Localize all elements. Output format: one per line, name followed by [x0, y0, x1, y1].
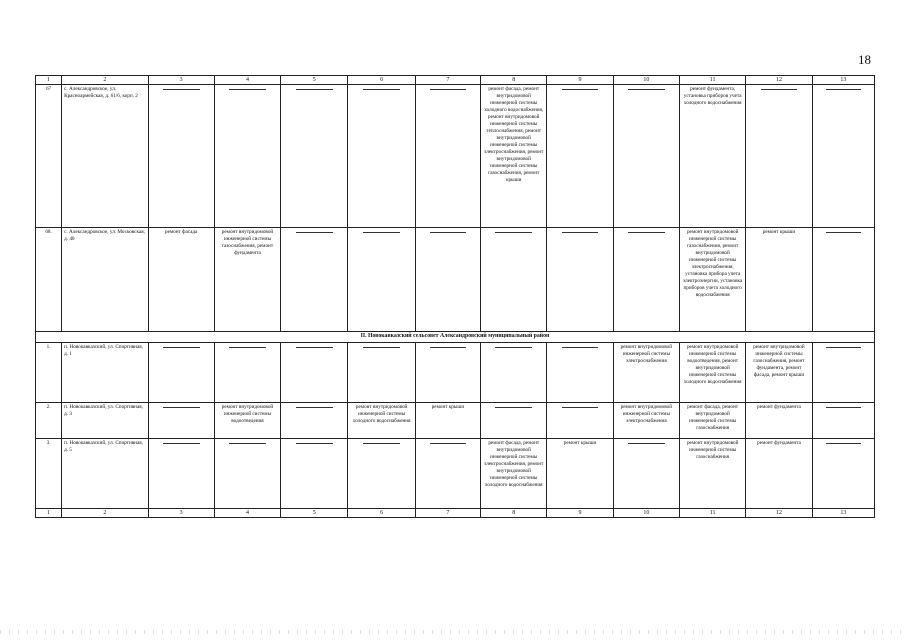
row-number-cell [36, 438, 62, 508]
work-type-cell [481, 85, 547, 228]
column-number-cell: 12 [746, 508, 812, 517]
cell-text: 1. [46, 343, 51, 350]
cell-text: п. Новокавказский, ул. Спортивная, д. 5 [64, 439, 143, 453]
empty-dash-mark [163, 443, 200, 444]
column-number-cell: 8 [481, 508, 547, 517]
empty-dash-mark [562, 407, 599, 408]
work-type-cell [214, 228, 280, 332]
empty-dash-mark [761, 89, 798, 90]
empty-dash-mark [296, 89, 333, 90]
work-type-cell [281, 402, 348, 438]
empty-dash-mark [826, 89, 860, 90]
work-type-cell [613, 402, 679, 438]
column-number-cell: 1 [36, 76, 62, 85]
cell-text: ремонт фасада, ремонт внутридомовой инженерной системы холодного водоснабжения, ремонт внутридомовой инженерной системы теплоснабжения, ремонт внутридомовой инженерной системы электроснабжения, ремонт внутридомовой инженерной системы газоснабжения, ремонт крыши [484, 86, 544, 184]
column-number-cell: 12 [746, 76, 812, 85]
work-type-cell [613, 228, 679, 332]
cell-text: п. Новокавказский, ул. Спортивная, д. 1 [64, 343, 143, 357]
work-type-cell [415, 228, 480, 332]
address-cell [62, 85, 148, 228]
work-type-cell [214, 85, 280, 228]
page-number: 18 [858, 52, 871, 67]
work-type-cell [148, 438, 214, 508]
work-type-cell [415, 342, 480, 402]
empty-dash-mark [363, 232, 400, 233]
work-type-cell [348, 85, 415, 228]
work-type-cell [281, 438, 348, 508]
work-type-cell [148, 402, 214, 438]
column-number-cell: 9 [547, 508, 613, 517]
column-number-cell: 10 [613, 508, 679, 517]
address-cell [62, 342, 148, 402]
empty-dash-mark [562, 89, 599, 90]
work-type-cell [214, 342, 280, 402]
empty-dash-mark [163, 407, 200, 408]
empty-dash-mark [826, 347, 860, 348]
work-type-cell [746, 342, 812, 402]
column-number-cell: 6 [348, 508, 415, 517]
row-number-cell [36, 342, 62, 402]
column-number-footer-row [36, 508, 875, 517]
empty-dash-mark [826, 443, 860, 444]
cell-text: ремонт крыши [762, 229, 796, 236]
section-title: II. Новокавказский сельсовет Александровский муниципальный район [36, 332, 875, 343]
empty-dash-mark [430, 89, 466, 90]
address-cell [62, 228, 148, 332]
column-number-cell: 1 [36, 508, 62, 517]
work-type-cell [746, 85, 812, 228]
column-number-cell: 11 [680, 76, 746, 85]
cell-text: ремонт фасада, ремонт внутридомовой инженерной системы электроснабжения, ремонт внутридомовой инженерной системы холодного водоснабжения [484, 439, 544, 488]
column-number-cell: 10 [613, 76, 679, 85]
work-type-cell [812, 228, 874, 332]
work-type-cell [812, 402, 874, 438]
empty-dash-mark [296, 232, 333, 233]
work-type-cell [680, 85, 746, 228]
column-number-cell: 8 [481, 76, 547, 85]
cell-text: ремонт внутридомовой инженерной системы газоснабжения, ремонт фундамента, ремонт фасада, ремонт крыши [753, 343, 805, 378]
table-row [36, 228, 875, 332]
address-cell [62, 438, 148, 508]
work-type-cell [348, 342, 415, 402]
work-type-cell [547, 228, 613, 332]
empty-dash-mark [826, 407, 860, 408]
empty-dash-mark [562, 232, 599, 233]
capital-repair-table [35, 75, 875, 518]
column-number-cell: 9 [547, 76, 613, 85]
work-type-cell [613, 438, 679, 508]
empty-dash-mark [430, 347, 466, 348]
empty-dash-mark [229, 347, 266, 348]
empty-dash-mark [826, 232, 860, 233]
empty-dash-mark [363, 347, 400, 348]
empty-dash-mark [363, 89, 400, 90]
work-type-cell [547, 342, 613, 402]
work-type-cell [547, 438, 613, 508]
row-number-cell [36, 228, 62, 332]
work-type-cell [746, 438, 812, 508]
column-number-cell: 3 [148, 76, 214, 85]
work-type-cell [415, 402, 480, 438]
work-type-cell [680, 438, 746, 508]
column-number-cell: 13 [812, 508, 874, 517]
column-number-cell: 2 [62, 508, 148, 517]
row-number-cell [36, 402, 62, 438]
cell-text: ремонт внутридомовой инженерной системы газоснабжения [686, 439, 739, 460]
work-type-cell [746, 228, 812, 332]
work-type-cell [547, 402, 613, 438]
work-type-cell [214, 402, 280, 438]
cell-text: п. Новокавказский, ул. Спортивная, д. 3 [64, 403, 143, 417]
work-type-cell [348, 402, 415, 438]
work-type-cell [812, 85, 874, 228]
work-type-cell [812, 342, 874, 402]
work-type-cell [415, 438, 480, 508]
work-type-cell [613, 342, 679, 402]
work-type-cell [680, 342, 746, 402]
work-type-cell [481, 228, 547, 332]
cell-text: ремонт внутридомовой инженерной системы электроснабжения [620, 343, 673, 364]
work-type-cell [415, 85, 480, 228]
cell-text: ремонт фасада, ремонт внутридомовой инженерной системы газоснабжения [687, 403, 739, 431]
column-number-cell: 7 [415, 76, 480, 85]
cell-text: 2. [46, 403, 51, 410]
cell-text: 68. [45, 229, 52, 236]
work-type-cell [348, 228, 415, 332]
column-number-cell: 6 [348, 76, 415, 85]
work-type-cell [746, 402, 812, 438]
work-type-cell [481, 402, 547, 438]
column-number-cell: 4 [214, 76, 280, 85]
cell-text: ремонт крыши [431, 403, 465, 410]
work-type-cell [148, 85, 214, 228]
work-type-cell [481, 438, 547, 508]
work-type-cell [613, 85, 679, 228]
row-number-cell [36, 85, 62, 228]
cell-text: ремонт крыши [563, 439, 597, 446]
cell-text: ремонт внутридомовой инженерной системы водоотведения [221, 403, 274, 424]
empty-dash-mark [296, 443, 333, 444]
table-row [36, 85, 875, 228]
empty-dash-mark [495, 407, 532, 408]
empty-dash-mark [296, 407, 333, 408]
column-number-cell: 13 [812, 76, 874, 85]
empty-dash-mark [163, 89, 200, 90]
column-number-cell: 2 [62, 76, 148, 85]
table-row [36, 438, 875, 508]
table-row [36, 342, 875, 402]
cell-text: ремонт внутридомовой инженерной системы газоснабжения, ремонт внутридомовой инженерной системы электроснабжения, установка прибора учета электроэнергии, установка приборов учета холодного водоснабжения [682, 229, 743, 299]
cell-text: ремонт фундамента [757, 439, 801, 446]
table-row [36, 402, 875, 438]
cell-text: ремонт фасада [164, 229, 198, 236]
section-header-row [36, 332, 875, 343]
cell-text: 3. [46, 439, 51, 446]
empty-dash-mark [495, 347, 532, 348]
work-type-cell [148, 342, 214, 402]
empty-dash-mark [430, 443, 466, 444]
scan-noise [0, 630, 905, 634]
cell-text: ремонт внутридомовой инженерной системы холодного водоснабжения [352, 403, 411, 424]
empty-dash-mark [430, 232, 466, 233]
column-number-header-row [36, 76, 875, 85]
cell-text: ремонт фундамента, установка приборов учета холодного водоснабжения [683, 86, 742, 107]
empty-dash-mark [229, 443, 266, 444]
cell-text: ремонт внутридомовой инженерной системы газоснабжения, ремонт фундамента [221, 229, 274, 257]
column-number-cell: 7 [415, 508, 480, 517]
column-number-cell: 3 [148, 508, 214, 517]
work-type-cell [281, 85, 348, 228]
empty-dash-mark [628, 443, 665, 444]
cell-text: с. Александровское, ул. Красноармейская, д. 61/6, корп. 2 [64, 86, 138, 100]
work-type-cell [812, 438, 874, 508]
column-number-cell: 5 [281, 508, 348, 517]
column-number-cell: 11 [680, 508, 746, 517]
empty-dash-mark [229, 89, 266, 90]
work-type-cell [214, 438, 280, 508]
work-type-cell [680, 228, 746, 332]
empty-dash-mark [628, 89, 665, 90]
cell-text: ремонт внутридомовой инженерной системы водоотведения, ремонт внутридомовой инженерной системы холодного водоснабжения [683, 343, 742, 385]
empty-dash-mark [562, 347, 599, 348]
work-type-cell [281, 228, 348, 332]
empty-dash-mark [363, 443, 400, 444]
column-number-cell: 4 [214, 508, 280, 517]
work-type-cell [481, 342, 547, 402]
work-type-cell [148, 228, 214, 332]
empty-dash-mark [163, 347, 200, 348]
cell-text: 67 [45, 86, 52, 93]
cell-text: с. Александровское, ул. Московская, д. 40 [64, 229, 145, 243]
work-type-cell [348, 438, 415, 508]
work-type-cell [680, 402, 746, 438]
empty-dash-mark [296, 347, 333, 348]
column-number-cell: 5 [281, 76, 348, 85]
cell-text: ремонт фундамента [757, 403, 801, 410]
empty-dash-mark [628, 232, 665, 233]
work-type-cell [547, 85, 613, 228]
address-cell [62, 402, 148, 438]
empty-dash-mark [495, 232, 532, 233]
work-type-cell [281, 342, 348, 402]
cell-text: ремонт внутридомовой инженерной системы электроснабжения [620, 403, 673, 424]
